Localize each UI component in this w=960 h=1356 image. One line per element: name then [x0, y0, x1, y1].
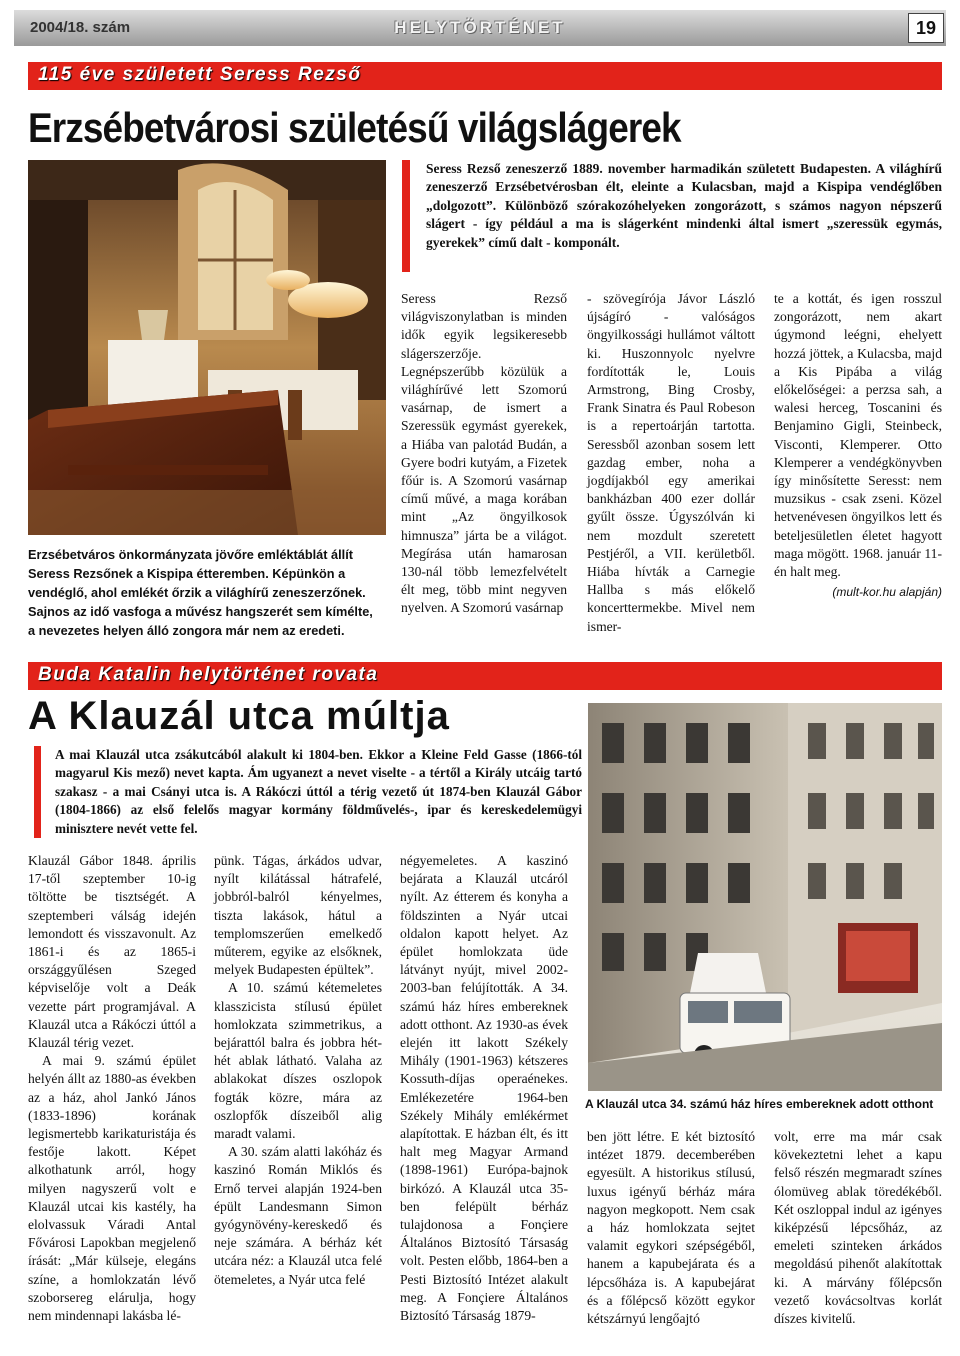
article2-column-4: ben jött létre. E két biztosító intézet 1879. decemberében egyesült. A historikus stílusú, luxus igényű bérház mára nagyon megkopott. Nem csak a ház homlokzata sejtet valamit egykori szépségéből, hanem a kapubejárata és a lépcsőháza is. A kapubejárat és a főlépcső között egykor kétszárnyú lengőajtó	[587, 1129, 755, 1327]
article2-column-1	[28, 852, 196, 1325]
article2-kicker-bar	[28, 662, 942, 690]
page-number: 19	[908, 13, 944, 43]
article2-lead: A mai Klauzál utca zsákutcából alakult ki 1804-ben. Ekkor a Kleine Feld Gasse (1866-tól magyarul Kis mező) nevet kapta. Ám ugyanezt a nevet viselte - a tértől a Király utcáig tartó szakasz - a mai Csányi utca is. A Rákóczi úttól a térig vezető út 1874-ben Klauzál Gábor (1804-1866) az első felelős magyar kormány földművelés-, ipar és kereskedelemügyi minisztere nevét vette fel.	[34, 746, 582, 838]
article2-column-2	[214, 852, 382, 1289]
article2-column-5: volt, erre ma már csak kövekeztetni lehet a kapu felső részén megmaradt színes ólomüveg ablak töredékéből. Két oszloppal indul az igényes kiképzésű lépcsőház, az emeleti szinteken árkádos megoldású pihenőt alakítottak ki. A márvány főlépcsőn vezető kovácsoltvas korlát díszes kivitelű.	[774, 1129, 942, 1327]
article1-column-1: Seress Rezső világviszonylatban is minden idők egyik legsikeresebb slágerszerzője. Legnépszerűbb közülük a világhírűvé lett Szomorú vasárnap, de ismert a Szeressük egymást gyerekek, a Hiába van palotád Budán, a Gyere bodri kutyám, a Fizetek főúr is. A Szomorú vasárnap című művé, a maga korában mint „Az öngyilkosok himnusza” járta be a világot. Megírása után hamarosan 130-nál több lemezfelvételt élt meg, több mint negyven nyelven. A Szomorú vasárnap	[401, 291, 567, 616]
article2-column-2-p2: A 10. számú kétemeletes klasszicista stílusú épület homlokzata szimmetrikus, a bejárattól balra és jobbra hét-hét ablak látható. Valaha az ablakokat díszes oszlopok fogták közre, mára az oszlopfők díszeiből alig maradt valami.	[214, 980, 382, 1142]
article1-column-3-text: te a kottát, és igen rosszul zongorázott, nem akart úgymond leégni, ehelyett hozzá jöttek, a Kulacsba, majd a Kis Pipába a világ előkelőségei: a perzsa sah, a walesi herceg, Toscanini és Benjamino Gigli, Steinbeck, Visconti, Klemperer. Otto Klemperer a vendégkönyvben így minősítette Seresst: nem muzsikus - csak zseni. Közel hetvenévesen öngyilkos lett és beteljesületlen életet hagyott maga mögött. 1968. január 11-én halt meg.	[774, 291, 942, 580]
article2-title: A Klauzál utca múltja	[28, 694, 450, 738]
restaurant-piano-illustration	[28, 160, 386, 535]
article2-column-2-p1: pünk. Tágas, árkádos udvar, nyílt kilátással hátrafelé, jobbról-balról kényelmes, tiszta lakások, hátul a templomszerűen emelkedő műterem, egyike az elsőknek, melyek Budapesten épültek”.	[214, 853, 382, 978]
article2-photo-caption: A Klauzál utca 34. számú ház híres embereknek adott otthont	[585, 1097, 934, 1111]
restaurant-piano-photo	[28, 160, 386, 535]
article2-column-3: négyemeletes. A kaszinó bejárata a Klauzál utcáról nyílt. Az étterem és konyha a földszinten a Nyár utcai oldalon kapott helyet. Az épület homlokzata üde látványt nyújt, mivel 2002-2003-ban felújították. A 34. számú ház híres embereknek adott otthont. Az 1930-as évek elején itt lakott Székely Mihály (1901-1963) kétszeres Kossuth-díjas operaénekes. Emlékezetére 1964-ben Székely Mihály emlékérmet alapítottak. E házban élt, és itt halt meg Magyar Armand (1898-1961) Európa-bajnok birkózó. A Klauzál utca 35-ben felépült bérház tulajdonosa a Fonçiere Általános Biztosító Társaság volt. Pesten előbb, 1864-ben a Pesti Biztosító Intézet alakult meg. A Fonçiere Általános Biztosító Társaság 1879-	[400, 853, 568, 1324]
street-building-illustration	[588, 703, 942, 1091]
issue-number: 2004/18. szám	[30, 19, 131, 36]
article1-lead: Seress Rezső zeneszerző 1889. november harmadikán született Budapesten. A világhírű zeneszerző Erzsébetvérosban élt, eleinte a Kulacsban, majd a Kispipa vendéglőben „dolgozott”. Különböző szórakozóhelyeken zongorázott, s számos nagyon népszerű slágert - így például a ma is slágerként mindenki által ismert „szeressük egymás, gyerekek” című dalt - komponált.	[402, 160, 942, 272]
article1-photo-caption: Erzsébetváros önkormányzata jövőre emléktáblát állít Seress Rezsőnek a Kispipa étteremben. Képünkön a vendéglő, ahol emlékét őrzik a világhírű zeneszerzőnek. Sajnos az idő vasfoga a művész hangszerét sem kímélte, a nevezetes helyen álló zongora már nem az eredeti.	[28, 547, 373, 638]
article2-column-1-p1: Klauzál Gábor 1848. április 17-től szeptember 10-ig töltötte be tisztségét. A szeptemberi válság idején lemondott és visszavonult. Az 1861-i és az 1865-i országgyűlésen Szeged képviselője volt a Deák vezette párt programjával. A Klauzál utca a Rákóczi úttól a Klauzál térig vezet.	[28, 853, 196, 1051]
article1-kicker-bar	[28, 62, 942, 90]
article1-kicker: 115 éve született Seress Rezső	[38, 64, 362, 85]
klauzal-street-building-photo	[588, 703, 942, 1091]
article1-column-2: - szövegírója Jávor László újságíró - valóságos öngyilkossági hullámot váltott ki. Huszonnyolc nyelvre fordították le, Louis Armstrong, Bing Crosby, Frank Sinatra és Paul Robeson is a repertoárján tartotta. Seressből azonban sosem lett gazdag ember, noha a jogdíjakból egy amerikai bankházban 400 ezer dollár gyűlt össze. Úgyszólván ki nem mozdult szeretett Pestjéről, a VII. kerületből. Hiába hívták a Carnegie Hallba s más előkelő koncerttermekbe. Mivel nem ismer-	[587, 291, 755, 634]
page-header-bar	[14, 10, 946, 46]
article2-kicker: Buda Katalin helytörténet rovata	[38, 664, 379, 685]
article2-column-2-p3: A 30. szám alatti lakóház és kaszinó Román Miklós és Ernő tervei alapján 1924-ben épült Landesmann Simon gyógynövény-kereskedő és neje számára. A bérház két utcára néz: a Klauzál utca felé ötemeletes, a Nyár utca felé	[214, 1144, 382, 1287]
article1-column-3	[774, 290, 942, 601]
section-title: HELYTÖRTÉNET	[394, 18, 566, 37]
article1-source-credit: (mult-kor.hu alapján)	[832, 585, 942, 600]
article2-column-1-p2: A mai 9. számú épület helyén állt az 1880-as években az a ház, ahol Jankó János (1833-1896) korának legismertebb karikaturistája és festője lakott. Képet alkothatunk arról, hogy milyen nagyszerű volt e Klauzál utcai kis kastély, ha elolvassuk Váradi Antal Fővárosi Lapokban megjelenő írását: „Már külseje, elegáns színe, a homlokzatán lévő szoborsereg elárulja, hogy nem mindennapi lakásba lé-	[28, 1053, 196, 1324]
article1-title: Erzsébetvárosi születésű világslágerek	[28, 104, 681, 151]
